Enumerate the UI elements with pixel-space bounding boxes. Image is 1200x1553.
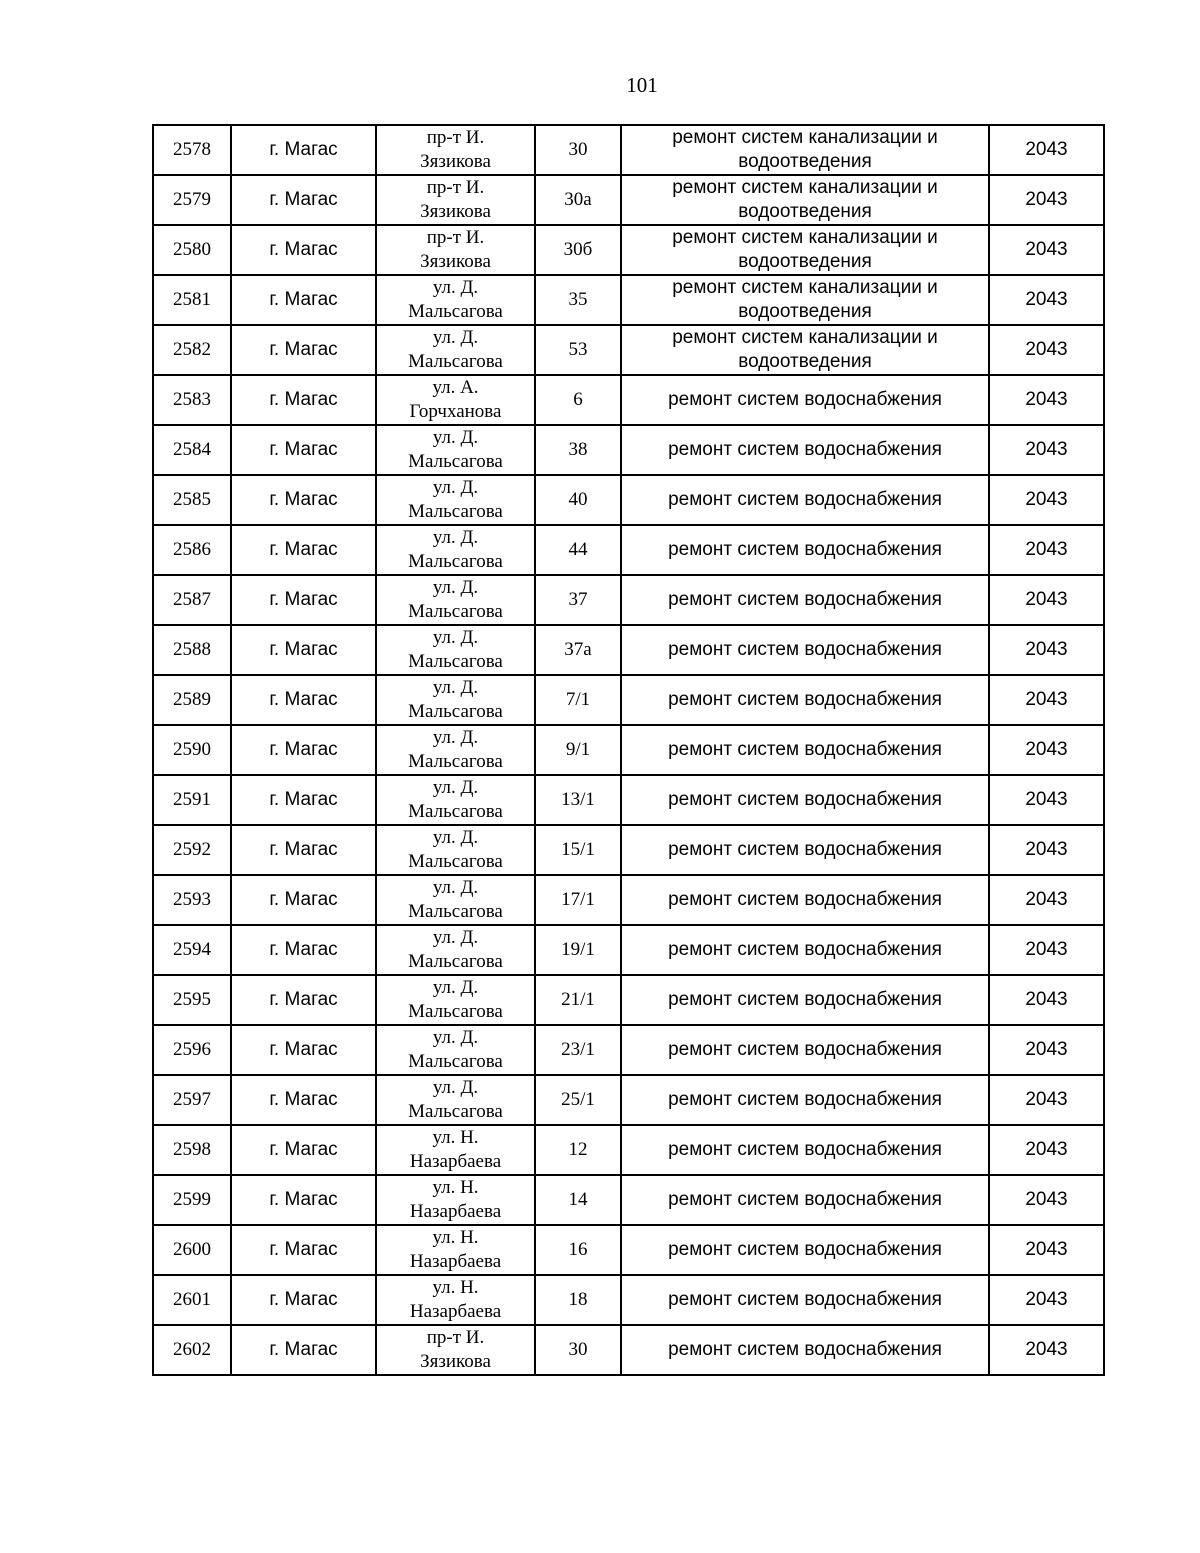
row-number-cell: 2582 [153, 325, 231, 375]
work-type-cell [621, 175, 989, 225]
street-cell-line: ул. Д. [432, 677, 479, 698]
house-number-cell: 7/1 [535, 675, 621, 725]
work-type-cell-line: водоотведения [738, 351, 872, 372]
street-cell-line: Мальсагова [408, 1051, 503, 1072]
year-cell: 2043 [989, 425, 1104, 475]
street-cell [376, 675, 535, 725]
city-cell: г. Магас [231, 1275, 376, 1325]
street-cell [376, 425, 535, 475]
house-number-cell: 21/1 [535, 975, 621, 1025]
street-cell-line: ул. Д. [432, 977, 479, 998]
table-row [153, 575, 1104, 625]
table-row [153, 225, 1104, 275]
table-row [153, 775, 1104, 825]
street-cell-line: ул. Д. [432, 527, 479, 548]
work-type-cell-line: ремонт систем водоснабжения [668, 939, 942, 960]
year-cell: 2043 [989, 1225, 1104, 1275]
street-cell [376, 1075, 535, 1125]
year-cell: 2043 [989, 1125, 1104, 1175]
year-cell: 2043 [989, 525, 1104, 575]
street-cell-line: ул. Н. [432, 1177, 479, 1198]
table-row [153, 175, 1104, 225]
house-number-cell: 30 [535, 125, 621, 175]
house-number-cell: 30б [535, 225, 621, 275]
street-cell-line: ул. Д. [432, 877, 479, 898]
row-number-cell: 2583 [153, 375, 231, 425]
work-type-cell-line: ремонт систем водоснабжения [668, 539, 942, 560]
street-cell-line: Мальсагова [408, 801, 503, 822]
city-cell: г. Магас [231, 1125, 376, 1175]
house-number-cell: 15/1 [535, 825, 621, 875]
row-number-cell: 2592 [153, 825, 231, 875]
work-type-cell-line: ремонт систем канализации и [672, 177, 938, 198]
work-type-cell-line: ремонт систем водоснабжения [668, 989, 942, 1010]
city-cell: г. Магас [231, 575, 376, 625]
table-row [153, 675, 1104, 725]
street-cell [376, 125, 535, 175]
city-cell: г. Магас [231, 525, 376, 575]
street-cell [376, 175, 535, 225]
table-row [153, 1175, 1104, 1225]
row-number-cell: 2587 [153, 575, 231, 625]
street-cell-line: ул. Д. [432, 827, 479, 848]
street-cell-line: Мальсагова [408, 551, 503, 572]
year-cell: 2043 [989, 925, 1104, 975]
year-cell: 2043 [989, 625, 1104, 675]
city-cell: г. Магас [231, 325, 376, 375]
work-type-cell [621, 125, 989, 175]
city-cell: г. Магас [231, 725, 376, 775]
work-type-cell [621, 225, 989, 275]
street-cell-line: ул. Д. [432, 577, 479, 598]
work-type-cell-line: ремонт систем водоснабжения [668, 739, 942, 760]
work-type-cell [621, 525, 989, 575]
street-cell-line: ул. Д. [432, 727, 479, 748]
row-number-cell: 2581 [153, 275, 231, 325]
street-cell-line: Назарбаева [409, 1251, 502, 1272]
work-type-cell [621, 775, 989, 825]
house-number-cell: 37 [535, 575, 621, 625]
city-cell: г. Магас [231, 125, 376, 175]
work-type-cell [621, 725, 989, 775]
house-number-cell: 14 [535, 1175, 621, 1225]
street-cell [376, 1025, 535, 1075]
year-cell: 2043 [989, 275, 1104, 325]
work-type-cell-line: ремонт систем водоснабжения [668, 889, 942, 910]
street-cell-line: ул. Н. [432, 1127, 479, 1148]
table-row [153, 825, 1104, 875]
street-cell-line: Зязикова [420, 1351, 491, 1372]
row-number-cell: 2596 [153, 1025, 231, 1075]
street-cell [376, 275, 535, 325]
table-row [153, 475, 1104, 525]
street-cell-line: Горчханова [409, 401, 502, 422]
row-number-cell: 2591 [153, 775, 231, 825]
row-number-cell: 2598 [153, 1125, 231, 1175]
house-number-cell: 6 [535, 375, 621, 425]
street-cell-line: пр-т И. [426, 227, 485, 248]
city-cell: г. Магас [231, 975, 376, 1025]
street-cell-line: Мальсагова [408, 501, 503, 522]
work-type-cell-line: водоотведения [738, 151, 872, 172]
street-cell-line: ул. Д. [432, 927, 479, 948]
work-type-cell [621, 675, 989, 725]
work-type-cell-line: ремонт систем водоснабжения [668, 1039, 942, 1060]
row-number-cell: 2594 [153, 925, 231, 975]
year-cell: 2043 [989, 1275, 1104, 1325]
house-number-cell: 13/1 [535, 775, 621, 825]
house-number-cell: 37а [535, 625, 621, 675]
year-cell: 2043 [989, 125, 1104, 175]
row-number-cell: 2585 [153, 475, 231, 525]
work-type-cell [621, 625, 989, 675]
street-cell-line: ул. Н. [432, 1277, 479, 1298]
street-cell [376, 1325, 535, 1375]
city-cell: г. Магас [231, 925, 376, 975]
row-number-cell: 2601 [153, 1275, 231, 1325]
year-cell: 2043 [989, 875, 1104, 925]
street-cell [376, 925, 535, 975]
page-number: 101 [626, 73, 658, 97]
year-cell: 2043 [989, 975, 1104, 1025]
work-type-cell-line: ремонт систем водоснабжения [668, 589, 942, 610]
street-cell [376, 825, 535, 875]
work-type-cell-line: ремонт систем водоснабжения [668, 389, 942, 410]
street-cell-line: Мальсагова [408, 351, 503, 372]
street-cell-line: Назарбаева [409, 1201, 502, 1222]
table-row [153, 1025, 1104, 1075]
table-row [153, 375, 1104, 425]
table-row [153, 125, 1104, 175]
row-number-cell: 2586 [153, 525, 231, 575]
work-type-cell [621, 375, 989, 425]
work-type-cell-line: ремонт систем водоснабжения [668, 789, 942, 810]
street-cell-line: ул. Н. [432, 1227, 479, 1248]
table-row [153, 275, 1104, 325]
city-cell: г. Магас [231, 475, 376, 525]
table-row [153, 525, 1104, 575]
house-number-cell: 9/1 [535, 725, 621, 775]
street-cell [376, 975, 535, 1025]
city-cell: г. Магас [231, 675, 376, 725]
work-type-cell-line: водоотведения [738, 251, 872, 272]
work-type-cell [621, 425, 989, 475]
work-type-cell-line: ремонт систем водоснабжения [668, 689, 942, 710]
street-cell-line: Мальсагова [408, 1101, 503, 1122]
house-number-cell: 17/1 [535, 875, 621, 925]
row-number-cell: 2584 [153, 425, 231, 475]
house-number-cell: 40 [535, 475, 621, 525]
city-cell: г. Магас [231, 1025, 376, 1075]
street-cell [376, 1275, 535, 1325]
work-type-cell-line: ремонт систем канализации и [672, 227, 938, 248]
row-number-cell: 2578 [153, 125, 231, 175]
table-row [153, 975, 1104, 1025]
row-number-cell: 2599 [153, 1175, 231, 1225]
street-cell-line: Мальсагова [408, 301, 503, 322]
city-cell: г. Магас [231, 1225, 376, 1275]
work-type-cell [621, 1175, 989, 1225]
street-cell-line: Мальсагова [408, 751, 503, 772]
city-cell: г. Магас [231, 1075, 376, 1125]
year-cell: 2043 [989, 1175, 1104, 1225]
house-number-cell: 44 [535, 525, 621, 575]
work-type-cell [621, 1325, 989, 1375]
street-cell [376, 725, 535, 775]
street-cell-line: Мальсагова [408, 951, 503, 972]
work-type-cell-line: ремонт систем водоснабжения [668, 639, 942, 660]
street-cell [376, 475, 535, 525]
house-number-cell: 19/1 [535, 925, 621, 975]
work-type-cell-line: водоотведения [738, 201, 872, 222]
city-cell: г. Магас [231, 625, 376, 675]
city-cell: г. Магас [231, 825, 376, 875]
work-type-cell-line: ремонт систем канализации и [672, 277, 938, 298]
street-cell [376, 875, 535, 925]
street-cell-line: ул. Д. [432, 427, 479, 448]
street-cell [376, 625, 535, 675]
table-row [153, 1125, 1104, 1175]
row-number-cell: 2595 [153, 975, 231, 1025]
street-cell-line: Мальсагова [408, 601, 503, 622]
table-row [153, 1325, 1104, 1375]
work-type-cell-line: ремонт систем канализации и [672, 327, 938, 348]
work-type-cell [621, 1075, 989, 1125]
year-cell: 2043 [989, 475, 1104, 525]
year-cell: 2043 [989, 175, 1104, 225]
street-cell-line: пр-т И. [426, 1327, 485, 1348]
year-cell: 2043 [989, 575, 1104, 625]
house-number-cell: 18 [535, 1275, 621, 1325]
work-type-cell-line: ремонт систем водоснабжения [668, 1339, 942, 1360]
year-cell: 2043 [989, 225, 1104, 275]
street-cell [376, 775, 535, 825]
street-cell [376, 225, 535, 275]
city-cell: г. Магас [231, 225, 376, 275]
work-type-cell-line: водоотведения [738, 301, 872, 322]
street-cell-line: Мальсагова [408, 901, 503, 922]
street-cell-line: Зязикова [420, 151, 491, 172]
street-cell-line: Назарбаева [409, 1301, 502, 1322]
work-type-cell [621, 1025, 989, 1075]
row-number-cell: 2580 [153, 225, 231, 275]
row-number-cell: 2602 [153, 1325, 231, 1375]
house-number-cell: 35 [535, 275, 621, 325]
year-cell: 2043 [989, 1075, 1104, 1125]
work-type-cell [621, 1275, 989, 1325]
street-cell-line: Назарбаева [409, 1151, 502, 1172]
work-type-cell [621, 1225, 989, 1275]
year-cell: 2043 [989, 1325, 1104, 1375]
table-row [153, 1075, 1104, 1125]
year-cell: 2043 [989, 1025, 1104, 1075]
table-body [153, 125, 1104, 1375]
work-type-cell-line: ремонт систем канализации и [672, 127, 938, 148]
street-cell-line: Зязикова [420, 251, 491, 272]
work-type-cell-line: ремонт систем водоснабжения [668, 839, 942, 860]
street-cell-line: Мальсагова [408, 451, 503, 472]
row-number-cell: 2600 [153, 1225, 231, 1275]
row-number-cell: 2588 [153, 625, 231, 675]
work-type-cell [621, 575, 989, 625]
house-number-cell: 38 [535, 425, 621, 475]
street-cell [376, 1175, 535, 1225]
street-cell [376, 325, 535, 375]
table-row [153, 625, 1104, 675]
table-row [153, 425, 1104, 475]
work-type-cell-line: ремонт систем водоснабжения [668, 1139, 942, 1160]
street-cell [376, 375, 535, 425]
street-cell-line: пр-т И. [426, 127, 485, 148]
row-number-cell: 2579 [153, 175, 231, 225]
work-type-cell [621, 1125, 989, 1175]
house-number-cell: 23/1 [535, 1025, 621, 1075]
year-cell: 2043 [989, 775, 1104, 825]
city-cell: г. Магас [231, 775, 376, 825]
work-type-cell [621, 475, 989, 525]
year-cell: 2043 [989, 825, 1104, 875]
street-cell [376, 1225, 535, 1275]
table-row [153, 1275, 1104, 1325]
city-cell: г. Магас [231, 375, 376, 425]
city-cell: г. Магас [231, 275, 376, 325]
work-type-cell [621, 975, 989, 1025]
street-cell [376, 1125, 535, 1175]
street-cell-line: ул. Д. [432, 777, 479, 798]
work-type-cell [621, 925, 989, 975]
work-type-cell-line: ремонт систем водоснабжения [668, 489, 942, 510]
table-row [153, 925, 1104, 975]
street-cell-line: ул. Д. [432, 1077, 479, 1098]
table-row [153, 875, 1104, 925]
row-number-cell: 2593 [153, 875, 231, 925]
city-cell: г. Магас [231, 425, 376, 475]
work-type-cell-line: ремонт систем водоснабжения [668, 1289, 942, 1310]
street-cell [376, 575, 535, 625]
year-cell: 2043 [989, 325, 1104, 375]
house-number-cell: 12 [535, 1125, 621, 1175]
year-cell: 2043 [989, 725, 1104, 775]
table-row [153, 325, 1104, 375]
house-number-cell: 25/1 [535, 1075, 621, 1125]
house-number-cell: 30а [535, 175, 621, 225]
street-cell-line: ул. Д. [432, 277, 479, 298]
street-cell [376, 525, 535, 575]
row-number-cell: 2597 [153, 1075, 231, 1125]
work-type-cell-line: ремонт систем водоснабжения [668, 1189, 942, 1210]
work-type-cell [621, 325, 989, 375]
row-number-cell: 2590 [153, 725, 231, 775]
street-cell-line: ул. Д. [432, 627, 479, 648]
table-row [153, 1225, 1104, 1275]
street-cell-line: ул. Д. [432, 327, 479, 348]
house-number-cell: 16 [535, 1225, 621, 1275]
street-cell-line: пр-т И. [426, 177, 485, 198]
work-type-cell [621, 825, 989, 875]
city-cell: г. Магас [231, 175, 376, 225]
year-cell: 2043 [989, 675, 1104, 725]
table-row [153, 725, 1104, 775]
repair-schedule-table [152, 124, 1105, 1376]
work-type-cell-line: ремонт систем водоснабжения [668, 1089, 942, 1110]
city-cell: г. Магас [231, 1325, 376, 1375]
row-number-cell: 2589 [153, 675, 231, 725]
street-cell-line: Мальсагова [408, 1001, 503, 1022]
city-cell: г. Магас [231, 1175, 376, 1225]
city-cell: г. Магас [231, 875, 376, 925]
work-type-cell-line: ремонт систем водоснабжения [668, 439, 942, 460]
work-type-cell [621, 875, 989, 925]
street-cell-line: ул. Д. [432, 477, 479, 498]
work-type-cell [621, 275, 989, 325]
work-type-cell-line: ремонт систем водоснабжения [668, 1239, 942, 1260]
house-number-cell: 30 [535, 1325, 621, 1375]
house-number-cell: 53 [535, 325, 621, 375]
street-cell-line: Мальсагова [408, 701, 503, 722]
street-cell-line: Зязикова [420, 201, 491, 222]
street-cell-line: Мальсагова [408, 851, 503, 872]
street-cell-line: ул. Д. [432, 1027, 479, 1048]
street-cell-line: ул. А. [432, 377, 479, 398]
year-cell: 2043 [989, 375, 1104, 425]
street-cell-line: Мальсагова [408, 651, 503, 672]
